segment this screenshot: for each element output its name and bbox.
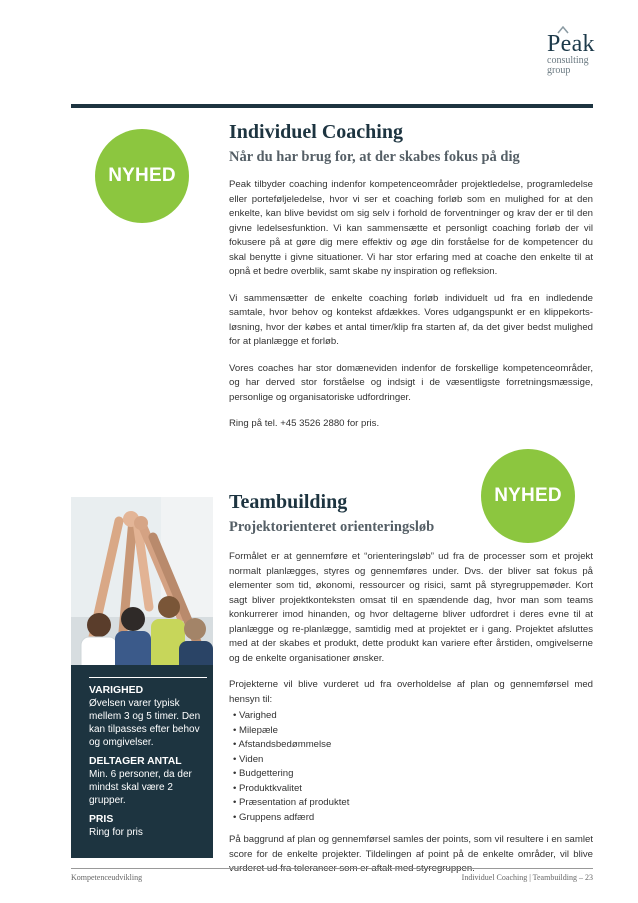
top-divider <box>71 104 593 108</box>
footer-right: Individuel Coaching | Teambuilding – 23 <box>461 873 593 882</box>
list-item: • Milepæle <box>233 724 593 739</box>
paragraph: Vi sammensætter de enkelte coaching forløb individuelt ud fra en indledende samtale, hvor behov og kontekst afdækkes. Vores udgangspunkt er en klippekorts-løsning, hvor der købes et antal timer/klip fra starten af, da det giver bedst mulighed for at planlægge et forløb. <box>229 292 593 347</box>
new-badge: NYHED <box>95 129 189 223</box>
team-photo <box>71 497 213 673</box>
paragraph: Peak tilbyder coaching indenfor kompetenceområder projektledelse, programledelse eller porteføljeledelse, hvor vi ser et coaching forløb som en mulighed for at den enkelte, kan blive bevidst om sig selv i forhold de forventninger og krav der er til den givne ledelsesfunktion. Vi kan sammensætte et personligt coaching forløb der vil fokusere på at gøre dig mere effektiv og øge din forståelse for de kompetencer du skal benytte i givne situationer. Vi har stor erfaring med at coache den enkelte til at opnå et bedre overblik, samt skabe ny inspiration og refleksion. <box>229 179 593 277</box>
section-subtitle-teambuilding: Projektorienteret orienteringsløb <box>229 519 435 535</box>
participants-text: Min. 6 personer, da der mindst skal være 2 grupper. <box>89 769 192 806</box>
list-item: • Gruppens adfærd <box>233 811 593 826</box>
duration-text: Øvelsen varer typisk mellem 3 og 5 timer. Den kan tilpasses efter behov og omgivelser. <box>89 698 201 748</box>
paragraph: Projekterne vil blive vurderet ud fra overholdelse af plan og gennemførsel med hensyn til: <box>229 679 593 705</box>
criteria-list <box>233 709 593 825</box>
info-box <box>71 665 213 858</box>
list-item: • Budgettering <box>233 767 593 782</box>
team-highfive-image <box>71 497 213 673</box>
paragraph: Ring på tel. +45 3526 2880 for pris. <box>229 418 380 429</box>
section-title-coaching: Individuel Coaching <box>229 121 403 143</box>
list-item: • Varighed <box>233 709 593 724</box>
logo-line1: consulting <box>547 55 589 66</box>
section-title-teambuilding: Teambuilding <box>229 491 348 513</box>
new-badge: NYHED <box>481 449 575 543</box>
logo-line2: group <box>547 65 571 76</box>
list-item: • Afstandsbedømmelse <box>233 738 593 753</box>
participants-heading: DELTAGER ANTAL <box>89 756 182 767</box>
coaching-body <box>229 178 593 444</box>
duration-heading: VARIGHED <box>89 685 144 696</box>
list-item: • Præsentation af produktet <box>233 796 593 811</box>
paragraph: På baggrund af plan og gennemførsel samles der points, som vil resultere i en samlet score for de enkelte projekter. Tildelingen af point på de enkelte områder, vil blive <box>229 834 593 860</box>
teambuilding-body <box>229 550 593 889</box>
paragraph: Formålet er at gennemføre et “orienteringsløb” ud fra de processer som et projekt normalt planlægges, styres og gennemføres under. Dvs. der bliver sat fokus på elementer som tid, økonomi, ressourcer og risici, samt på styregruppemøder. Kort sagt bliver projektkonteksten omsat til en spændende dag, hvor man som teams konkurrerer imod hinanden, og hvor deltagerne bliver udfordret i deres evne til at planlægge og re-planlægge, samtidig med at projektet er i gang. Projektet afsluttes med at der skabes et produkt, dette produkt kan variere efter årstiden, omgivelserne og de enkelte organisationer ønsker. <box>229 551 593 664</box>
price-heading: PRIS <box>89 814 114 825</box>
price-text: Ring for pris <box>89 827 143 838</box>
logo-word: Peak <box>547 31 595 57</box>
footer-left: Kompetenceudvikling <box>71 873 143 882</box>
paragraph: Vores coaches har stor domæneviden indenfor de forskellige kompetenceområder, og har derved stor forståelse og indsigt i de væsentligste forretningsmæssige, personlige og organisatoriske udfordringer. <box>229 362 593 403</box>
info-box-divider <box>89 677 207 678</box>
peak-logo <box>547 32 607 76</box>
logo-roof-icon <box>557 26 569 34</box>
list-item: • Viden <box>233 753 593 768</box>
section-subtitle-coaching: Når du har brug for, at der skabes fokus på dig <box>229 149 520 165</box>
list-item: • Produktkvalitet <box>233 782 593 797</box>
bottom-divider <box>71 868 593 869</box>
